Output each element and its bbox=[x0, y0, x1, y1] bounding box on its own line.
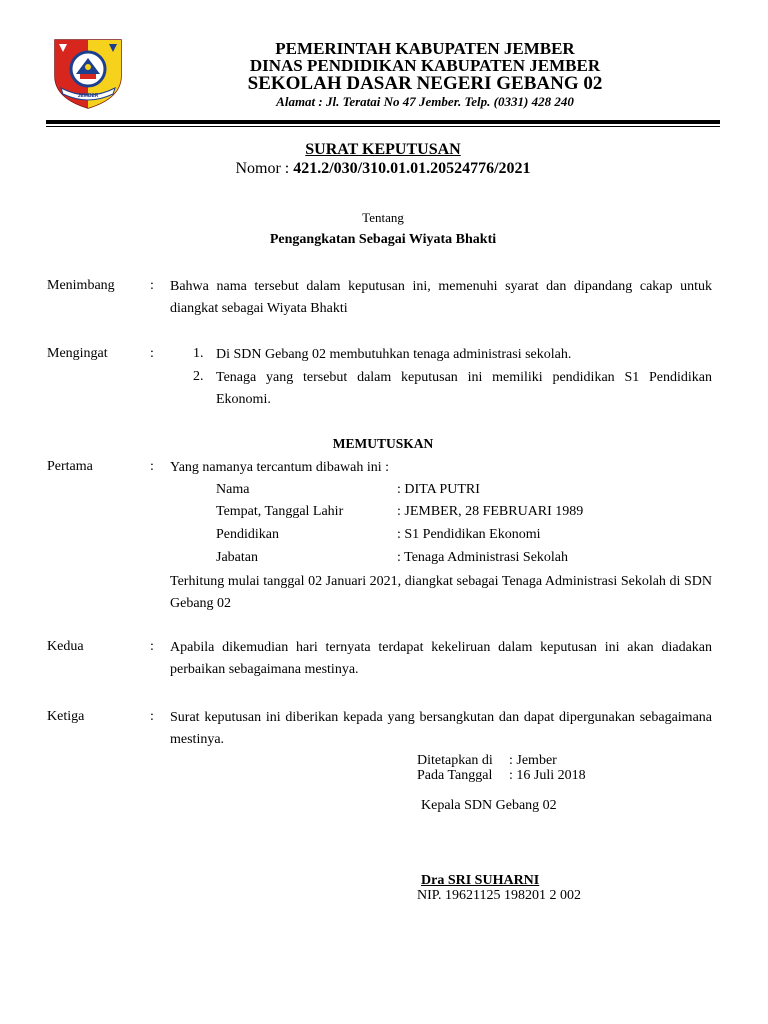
header-school: SEKOLAH DASAR NEGERI GEBANG 02 bbox=[247, 73, 603, 94]
field-ttl-value: : JEMBER, 28 FEBRUARI 1989 bbox=[397, 504, 584, 519]
field-jabatan-value: : Tenaga Administrasi Sekolah bbox=[397, 550, 569, 565]
signature-place-value: : Jember bbox=[509, 753, 557, 768]
ketiga-text: Surat keputusan ini diberikan kepada yang bersangkutan dan dapat dipergunakan sebagaimana mestinya. bbox=[170, 710, 712, 747]
field-nama-value: : DITA PUTRI bbox=[397, 482, 480, 497]
header-address: Alamat : Jl. Teratai No 47 Jember. Telp. (0331) 428 240 bbox=[276, 94, 574, 109]
pertama-intro: Yang namanya tercantum dibawah ini : bbox=[170, 460, 390, 475]
field-nama-label: Nama bbox=[216, 482, 250, 497]
subject-label: Tentang bbox=[362, 210, 404, 225]
document-number bbox=[46, 160, 720, 178]
field-ttl-label: Tempat, Tanggal Lahir bbox=[216, 504, 344, 519]
field-jabatan-label: Jabatan bbox=[216, 550, 258, 565]
signature-position: Kepala SDN Gebang 02 bbox=[421, 798, 557, 813]
ketiga-colon: : bbox=[150, 709, 154, 724]
header-government: PEMERINTAH KABUPATEN JEMBER bbox=[275, 39, 575, 58]
menimbang-colon: : bbox=[150, 278, 154, 293]
menimbang-text: Bahwa nama tersebut dalam keputusan ini, memenuhi syarat dan dipandang cakap untuk diangkat sebagai Wiyata Bhakti bbox=[170, 279, 712, 316]
mengingat-item-2-number: 2. bbox=[193, 369, 204, 384]
document-title: SURAT KEPUTUSAN bbox=[305, 141, 461, 158]
signatory-nip: NIP. 19621125 198201 2 002 bbox=[417, 888, 581, 903]
ketiga-label: Ketiga bbox=[47, 709, 85, 724]
document-number-value: 421.2/030/310.01.01.20524776/2021 bbox=[293, 160, 531, 177]
signature-date-value: : 16 Juli 2018 bbox=[509, 768, 586, 783]
mengingat-colon: : bbox=[150, 346, 154, 361]
mengingat-item-1-number: 1. bbox=[193, 346, 204, 361]
pertama-colon: : bbox=[150, 459, 154, 474]
signatory-name: Dra SRI SUHARNI bbox=[421, 873, 540, 888]
signature-date-label: Pada Tanggal bbox=[417, 768, 493, 783]
regency-logo bbox=[49, 36, 127, 110]
subject-title: Pengangkatan Sebagai Wiyata Bhakti bbox=[269, 232, 497, 247]
header-divider-thin bbox=[46, 126, 720, 127]
memutuskan-heading: MEMUTUSKAN bbox=[332, 436, 434, 451]
mengingat-label: Mengingat bbox=[47, 346, 108, 361]
header-divider-thick bbox=[46, 120, 720, 124]
kedua-label: Kedua bbox=[47, 639, 84, 654]
signature-place-label: Ditetapkan di bbox=[417, 753, 493, 768]
field-pendidikan-value: : S1 Pendidikan Ekonomi bbox=[397, 527, 541, 542]
pertama-closing: Terhitung mulai tanggal 02 Januari 2021, diangkat sebagai Tenaga Administrasi Sekolah di SDN Gebang 02 bbox=[170, 574, 712, 611]
header-department: DINAS PENDIDIKAN KABUPATEN JEMBER bbox=[249, 56, 601, 75]
kedua-text: Apabila dikemudian hari ternyata terdapat kekeliruan dalam keputusan ini akan diadakan perbaikan sebagaimana mestinya. bbox=[170, 640, 712, 677]
kedua-colon: : bbox=[150, 639, 154, 654]
menimbang-label: Menimbang bbox=[47, 278, 115, 293]
document-number-label: Nomor : bbox=[235, 160, 294, 177]
mengingat-item-2-text: Tenaga yang tersebut dalam keputusan ini memiliki pendidikan S1 Pendidikan Ekonomi. bbox=[216, 370, 712, 407]
pertama-label: Pertama bbox=[47, 459, 93, 474]
field-pendidikan-label: Pendidikan bbox=[216, 527, 279, 542]
logo-label: JEMBER bbox=[77, 93, 99, 99]
mengingat-item-1-text: Di SDN Gebang 02 membutuhkan tenaga administrasi sekolah. bbox=[216, 347, 572, 362]
